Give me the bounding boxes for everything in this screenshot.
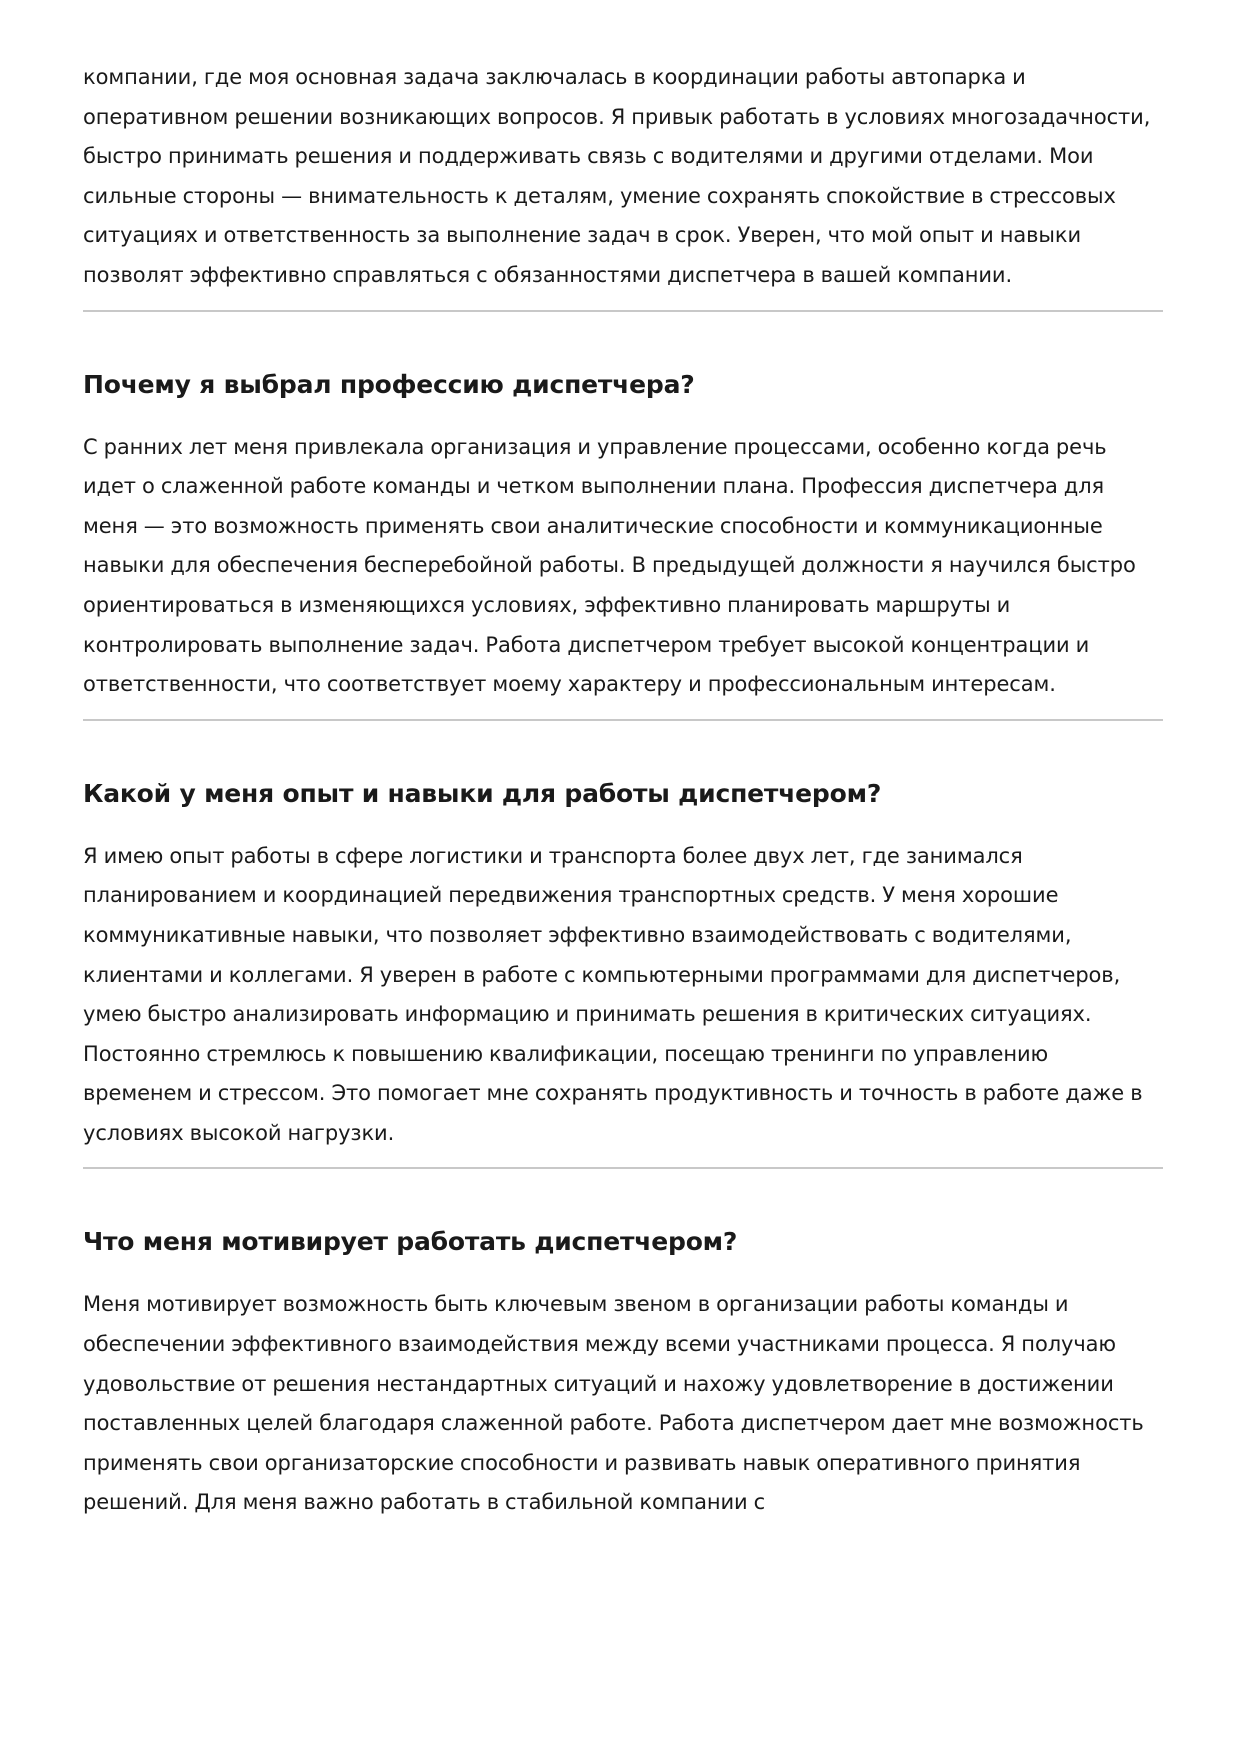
section-paragraph: Я имею опыт работы в сфере логистики и транспорта более двух лет, где занимался планированием и координацией передвижения транспортных средств. У меня хорошие коммуникативные навыки, что позволяет эффективно взаимодействовать с водителями, клиентами и коллегами. Я уверен в работе с компьютерными программами для диспетчеров, умею быстро анализировать информацию и принимать решения в критических ситуациях. Постоянно стремлюсь к повышению квалификации, посещаю тренинги по управлению временем и стрессом. Это помогает мне сохранять продуктивность и точность в работе даже в условиях высокой нагрузки. [83, 843, 1143, 1145]
section-motivation [83, 1225, 1163, 1523]
section-divider [83, 310, 1163, 312]
section-divider [83, 719, 1163, 721]
intro-paragraph: компании, где моя основная задача заключалась в координации работы автопарка и оперативном решении возникающих вопросов. Я привык работать в условиях многозадачности, быстро принимать решения и поддерживать связь с водителями и другими отделами. Мои сильные стороны — внимательность к деталям, умение сохранять спокойствие в стрессовых ситуациях и ответственность за выполнение задач в срок. Уверен, что мой опыт и навыки позволят эффективно справляться с обязанностями диспетчера в вашей компании. [83, 65, 1151, 287]
section-why-dispatcher [83, 368, 1163, 705]
section-paragraph: С ранних лет меня привлекала организация и управление процессами, особенно когда речь идет о слаженной работе команды и четком выполнении плана. Профессия диспетчера для меня — это возможность применять свои аналитические способности и коммуникационные навыки для обеспечения бесперебойной работы. В предыдущей должности я научился быстро ориентироваться в изменяющихся условиях, эффективно планировать маршруты и контролировать выполнение задач. Работа диспетчером требует высокой концентрации и ответственности, что соответствует моему характеру и профессиональным интересам. [83, 434, 1136, 697]
document-page [83, 58, 1163, 1523]
section-heading: Почему я выбрал профессию диспетчера? [83, 369, 695, 399]
section-heading: Какой у меня опыт и навыки для работы диспетчером? [83, 778, 882, 808]
section-heading: Что меня мотивирует работать диспетчером? [83, 1227, 738, 1257]
section-paragraph: Меня мотивирует возможность быть ключевым звеном в организации работы команды и обеспечении эффективного взаимодействия между всеми участниками процесса. Я получаю удовольствие от решения нестандартных ситуаций и нахожу удовлетворение в достижении поставленных целей благодаря слаженной работе. Работа диспетчером дает мне возможность применять свои организаторские способности и развивать навык оперативного принятия решений. Для меня важно работать в стабильной компании с [83, 1292, 1144, 1515]
section-experience-skills [83, 777, 1163, 1154]
section-divider [83, 1167, 1163, 1169]
